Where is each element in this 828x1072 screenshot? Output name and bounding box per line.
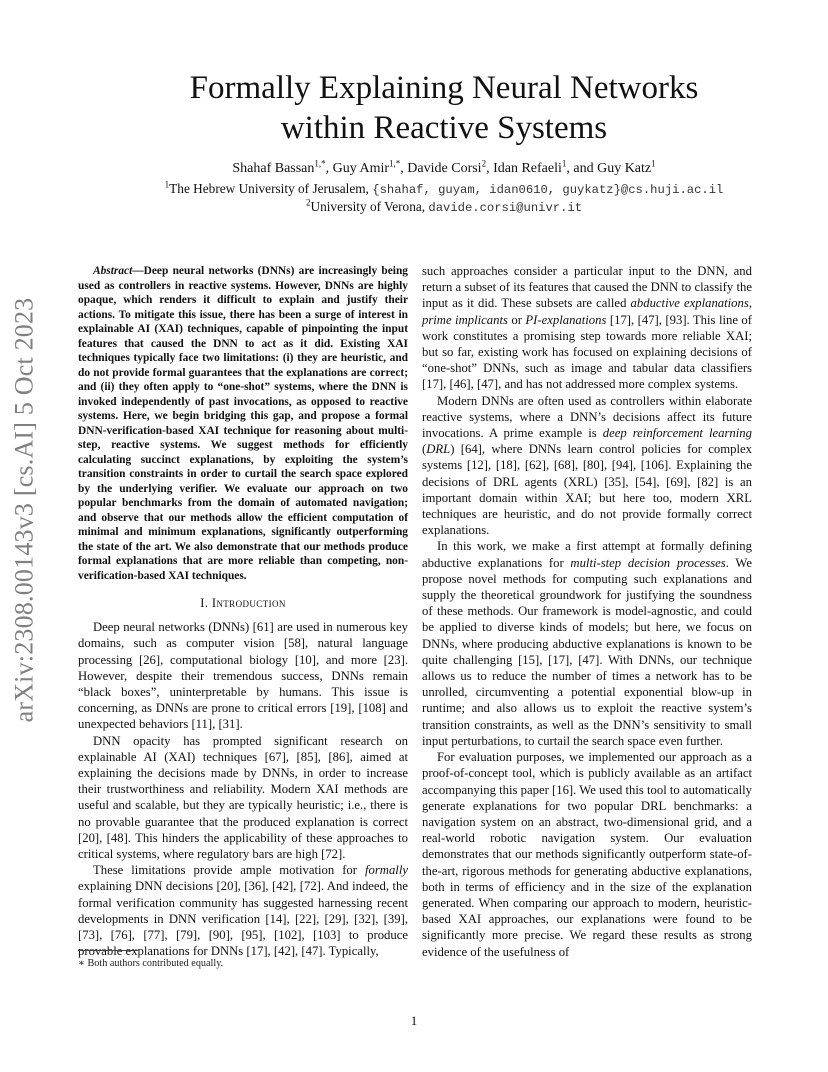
author-name: Shahaf Bassan (232, 161, 315, 176)
arxiv-watermark (4, 297, 44, 723)
emphasis: formally (365, 863, 408, 878)
emphasis: prime implicants (422, 312, 508, 327)
affiliation-sup: 1 (164, 179, 170, 190)
text-run: ) [64], where DNNs learn control policies for complex systems [12], [18], [62], [68], [80], [94], [106]. Explaining the decisions of DRL agents (XRL) [35], [54], [69], [82] is an important domain within XAI; but here too, modern XRL techniques are heuristic, and do not provide formally correct explanations. (422, 442, 752, 538)
title-line-2: within Reactive Systems (280, 110, 608, 146)
section-heading: I. Introduction (200, 596, 286, 610)
author-sup: 1 (561, 158, 567, 169)
title-line-1: Formally Explaining Neural Networks (189, 70, 699, 106)
author-list: Shahaf Bassan$^{1,*}$, Guy Amir$^{1,*}$, Davide Corsi$^2$, Idan Refaeli$^1$, and Guy Katz$^1$ (232, 158, 656, 176)
intro-paragraph-3 (78, 862, 408, 959)
footnote-rule (78, 950, 138, 951)
text-run: , (748, 296, 752, 311)
paper-title (60, 68, 828, 148)
intro-paragraph-1: Deep neural networks (DNNs) [61] are used in numerous key domains, such as computer vision [58], natural language processing [26], computational biology [10], and more [23]. However, despite their tremendous success, DNNs remain “black boxes”, uninterpretable by humans. This issue is concerning, as DNNs are prone to critical errors [19], [108] and unexpected behaviors [11], [31]. (78, 620, 408, 732)
author-sup: 1,* (389, 158, 401, 169)
intro-paragraph-4 (422, 263, 752, 393)
text-run: explaining DNN decisions [20], [36], [42], [72]. And indeed, the formal verification community has suggested harnessing recent developments in DNN verification [14], [22], [29], [32], [39], [73], [76], [77], [79], [90], [95], [102], [103] to produce provable explanations for DNNs [17], [42], [47]. Typically, (78, 879, 408, 959)
text-run: or (507, 312, 526, 327)
text-run: In this work, we make a first attempt at formally defining abductive explanations for (422, 539, 752, 570)
page-number: 1 (410, 1013, 418, 1028)
affiliation-text: The Hebrew University of Jerusalem, (169, 181, 369, 196)
affiliation-email: {shahaf, guyam, idan0610, guykatz}@cs.huji.ac.il (372, 183, 724, 197)
author-sup: 2 (481, 158, 487, 169)
abstract (78, 264, 408, 583)
emphasis: multi-step decision processes (570, 555, 726, 570)
footnote: ∗ Both authors contributed equally. (78, 958, 224, 969)
affiliation-1 (60, 180, 828, 199)
author-sup: 1 (651, 158, 656, 169)
emphasis: PI-explanations (525, 312, 607, 327)
affiliation-email: davide.corsi@univr.it (428, 201, 583, 215)
author-name: Guy Amir (332, 161, 390, 176)
affiliation-2 (60, 198, 828, 217)
text-run: Modern DNNs are often used as controllers within elaborate reactive systems, where a DNN’s decisions affect its future invocations. A prime example is (422, 393, 752, 441)
arxiv-id: arXiv:2308.00143v3 [cs.AI] 5 Oct 2023 (9, 297, 38, 723)
abstract-label: Abstract (93, 265, 133, 277)
left-column (78, 264, 408, 959)
intro-paragraph-7: For evaluation purposes, we implemented our approach as a proof-of-concept tool, which is publicly available as an artifact accompanying this paper [16]. We used this tool to automatically generate explanations for two popular DRL benchmarks: a navigation system on an abstract, two-dimensional grid, and a real-world robotic navigation system. Our evaluation demonstrates that our methods significantly outperform state-of-the-art, rigorous methods for generating abductive explanations, both in terms of efficiency and in the size of the explanation generated. When comparing our approach to modern, heuristic-based XAI approaches, our explanations were found to be significantly more precise. We regard these results as strong evidence of the usefulness of (422, 750, 752, 959)
text-run: ( (422, 442, 427, 457)
emphasis: deep reinforcement learning (602, 426, 752, 441)
text-run: . We propose novel methods for computing such explanations and supply the theoretical groundwork for justifying the soundness of these methods. Our framework is model-agnostic, and could be applied to diverse kinds of models; but here, we focus on DNNs, where producing abductive explanations is known to be quite challenging [15], [17], [47]. With DNNs, our technique allows us to reduce the number of times a network has to be unrolled, circumventing a potential exponential blow-up in runtime; and also allows us to exploit the reactive system’s transition constraints, as well as the DNN’s sensitivity to small input perturbations, to curtail the search space even further. (422, 555, 752, 748)
affiliation-sup: 2 (305, 197, 311, 208)
intro-paragraph-5 (422, 393, 752, 539)
affiliation-text: University of Verona, (310, 199, 426, 214)
right-column (422, 263, 752, 960)
abstract-text: —Deep neural networks (DNNs) are increasingly being used as controllers in reactive systems. However, DNNs are highly opaque, which renders it difficult to explain and justify their actions. To mitigate this issue, there has been a surge of interest in explainable AI (XAI) techniques, capable of pinpointing the input features that caused the DNN to act as it did. Existing XAI techniques typically face two limitations: (i) they are heuristic, and do not provide formal guarantees that the explanations are correct; and (ii) they often apply to “one-shot” systems, where the DNN is invoked independently of past invocations, as opposed to reactive systems. Here, we begin bridging this gap, and propose a formal DNN-verification-based XAI technique for reasoning about multi-step, reactive systems. We suggest methods for efficiently calculating succinct explanations, by exploiting the system’s transition constraints in order to curtail the search space explored by the underlying verifier. We evaluate our approach on two popular benchmarks from the domain of automated navigation; and observe that our methods allow the efficient computation of minimal and minimum explanations, significantly outperforming the state of the art. We also demonstrate that our methods produce formal explanations that are more reliable than competing, non-verification-based XAI techniques. (78, 265, 408, 582)
emphasis: DRL (426, 442, 451, 457)
emphasis: abductive explanations (630, 296, 749, 311)
text-run: [17], [47], [93]. This line of work constitutes a promising step towards more reliable XAI; but so far, existing work has focused on explaining decisions of “one-shot” DNNs, such as image and tabular data classifiers [17], [46], [47], and has not addressed more complex systems. (422, 312, 752, 392)
intro-paragraph-2: DNN opacity has prompted significant research on explainable AI (XAI) techniques [67], [85], [86], aimed at explaining the decisions made by DNNs, in order to increase their trustworthiness and reliability. Modern XAI methods are useful and scalable, but they are typically heuristic; i.e., there is no provable guarantee that the produced explanation is correct [20], [48]. This hinders the applicability of these approaches to critical systems, where regulatory bars are high [72]. (78, 733, 408, 862)
text-run: such approaches consider a particular input to the DNN, and return a subset of its features that caused the DNN to classify the input as it did. These subsets are called (422, 264, 752, 311)
author-name: Guy Katz (597, 161, 652, 176)
author-sup: 1,* (314, 158, 326, 169)
intro-paragraph-6 (422, 538, 752, 749)
text-run: These limitations provide ample motivation for (93, 863, 365, 878)
author-name: Idan Refaeli (493, 161, 562, 176)
author-name: Davide Corsi (407, 161, 482, 176)
